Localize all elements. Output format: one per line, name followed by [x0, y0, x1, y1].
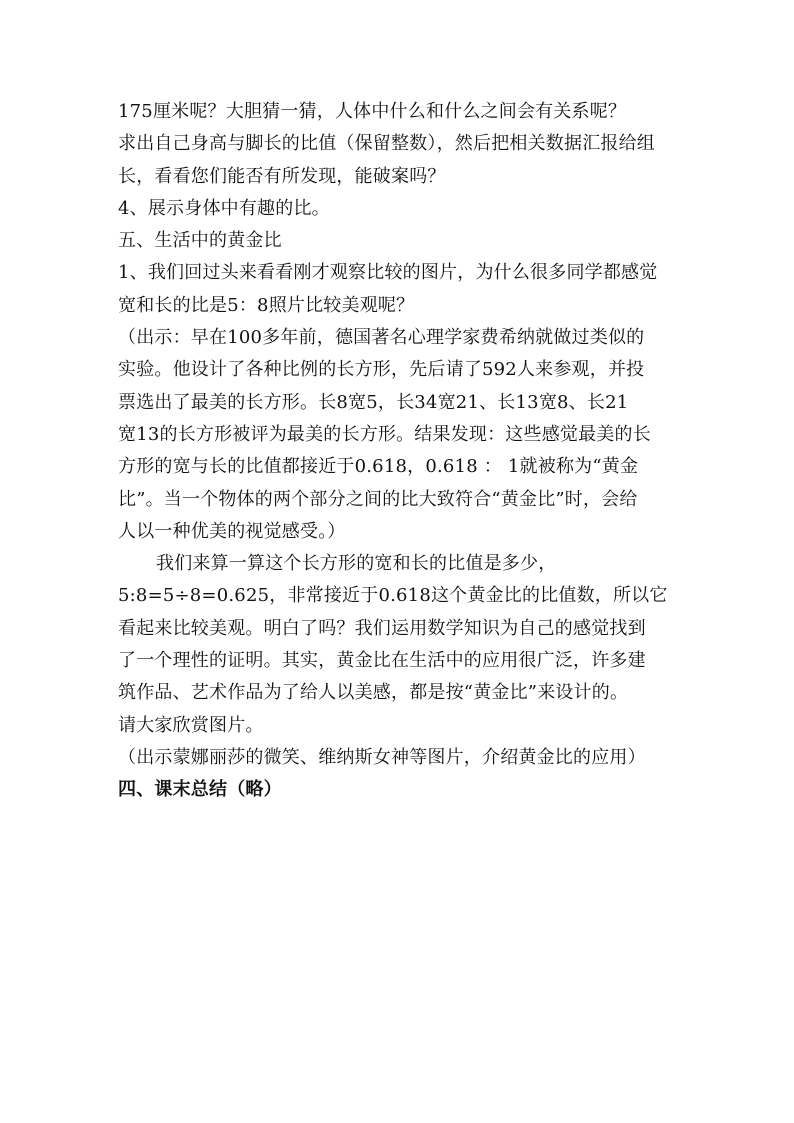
text-line: （出示：早在100多年前，德国著名心理学家费希纳就做过类似的 — [118, 327, 645, 349]
section-heading-summary: 四、课末总结（略） — [118, 779, 282, 801]
text-line: 方形的宽与长的比值都接近于0.618，0.618 ： 1就被称为“黄金 — [118, 456, 639, 478]
document-body — [118, 96, 678, 807]
text-line: 长，看看您们能否有所发现，能破案吗？ — [118, 165, 446, 187]
text-line: 宽13的长方形被评为最美的长方形。结果发现：这些感觉最美的长 — [118, 423, 651, 445]
text-line: 人以一种优美的视觉感受。） — [118, 520, 346, 542]
text-line: 5:8=5÷8=0.625，非常接近于0.618这个黄金比的比值数，所以它 — [118, 585, 668, 607]
text-line: 1、我们回过头来看看刚才观察比较的图片，为什么很多同学都感觉 — [118, 262, 658, 284]
text-line: 求出自己身高与脚长的比值（保留整数），然后把相关数据汇报给组 — [118, 133, 655, 155]
section-heading-5: 五、生活中的黄金比 — [118, 230, 282, 252]
text-line: 比”。当一个物体的两个部分之间的比大致符合“黄金比”时，会给 — [118, 488, 638, 510]
text-line: 实验。他设计了各种比例的长方形，先后请了592人来参观，并投 — [118, 359, 645, 381]
text-line: 票选出了最美的长方形。长8宽5，长34宽21、长13宽8、长21 — [118, 391, 629, 413]
text-line: 筑作品、艺术作品为了给人以美感，都是按“黄金比”来设计的。 — [118, 682, 629, 704]
text-line: 请大家欣赏图片。 — [118, 714, 264, 736]
text-line: 了一个理性的证明。其实，黄金比在生活中的应用很广泛，许多建 — [118, 650, 646, 672]
text-line: 宽和长的比是5：8照片比较美观呢？ — [118, 294, 415, 316]
text-line: 看起来比较美观。明白了吗？我们运用数学知识为自己的感觉找到 — [118, 617, 646, 639]
list-item-4: 4、展示身体中有趣的比。 — [118, 197, 330, 219]
text-line: 175厘米呢？大胆猜一猜，人体中什么和什么之间会有关系呢？ — [118, 101, 627, 122]
text-line: 我们来算一算这个长方形的宽和长的比值是多少， — [156, 553, 557, 575]
text-line: （出示蒙娜丽莎的微笑、维纳斯女神等图片，介绍黄金比的应用） — [118, 746, 646, 768]
